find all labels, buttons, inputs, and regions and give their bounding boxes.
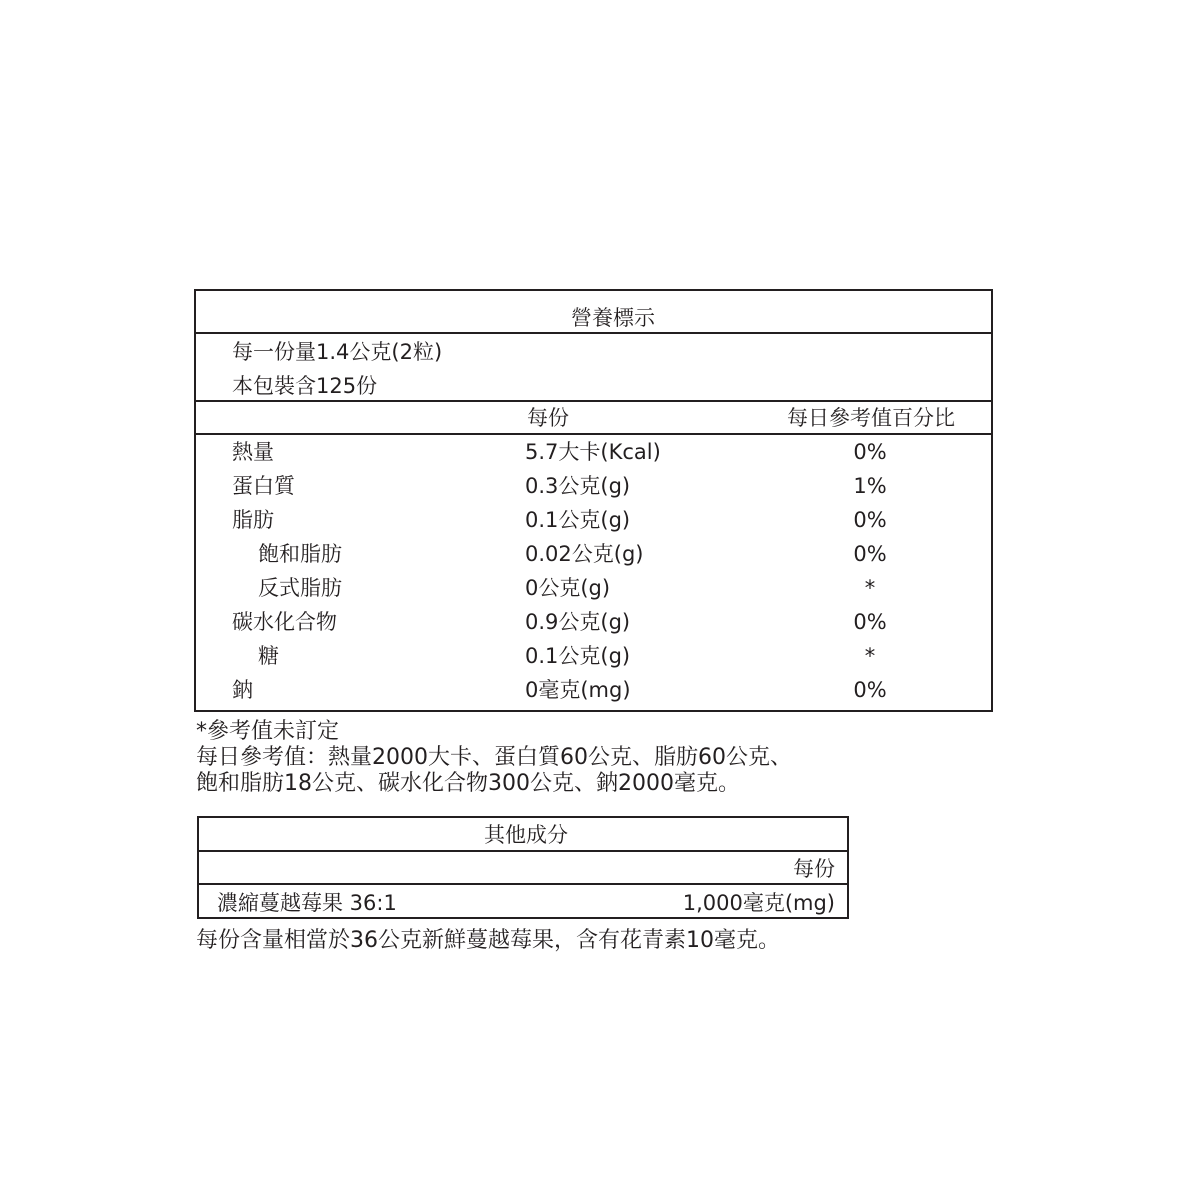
nutrient-value: 0.1公克(g) xyxy=(525,644,631,668)
divider xyxy=(199,850,847,852)
note-daily-reference-cont: 飽和脂肪18公克、碳水化合物300公克、鈉2000毫克。 xyxy=(196,771,740,796)
nutrient-name: 糖 xyxy=(258,644,279,668)
nutrition-facts-table xyxy=(194,289,993,712)
nutrient-percent: 1% xyxy=(853,474,887,498)
nutrient-name: 飽和脂肪 xyxy=(258,542,342,566)
ingredients-column-per-serving: 每份 xyxy=(793,857,835,881)
divider xyxy=(199,883,847,885)
other-ingredients-table xyxy=(197,816,849,919)
ingredient-name: 濃縮蔓越莓果 36:1 xyxy=(217,891,397,915)
nutrient-value: 0公克(g) xyxy=(525,576,611,600)
column-header-per-serving: 每份 xyxy=(527,406,569,430)
footer-note: 每份含量相當於36公克新鮮蔓越莓果，含有花青素10毫克。 xyxy=(196,928,780,953)
nutrient-value: 0毫克(mg) xyxy=(525,678,631,702)
nutrient-percent: 0% xyxy=(853,610,887,634)
nutrient-name: 鈉 xyxy=(232,678,253,702)
nutrient-value: 0.9公克(g) xyxy=(525,610,631,634)
serving-size: 每一份量1.4公克(2粒) xyxy=(232,340,443,364)
servings-per-package: 本包裝含125份 xyxy=(232,374,378,398)
divider xyxy=(196,400,991,402)
nutrient-name: 脂肪 xyxy=(232,508,274,532)
nutrient-percent: 0% xyxy=(853,678,887,702)
nutrition-title: 營養標示 xyxy=(571,306,655,330)
divider xyxy=(196,433,991,435)
nutrient-value: 0.02公克(g) xyxy=(525,542,644,566)
nutrient-value: 0.3公克(g) xyxy=(525,474,631,498)
note-daily-reference: 每日參考值：熱量2000大卡、蛋白質60公克、脂肪60公克、 xyxy=(196,745,792,770)
nutrient-percent: 0% xyxy=(853,542,887,566)
divider xyxy=(196,332,991,334)
nutrient-name: 反式脂肪 xyxy=(258,576,342,600)
nutrient-value: 0.1公克(g) xyxy=(525,508,631,532)
nutrient-name: 碳水化合物 xyxy=(232,610,337,634)
note-reference-undefined: *參考值未訂定 xyxy=(196,719,340,744)
ingredients-title: 其他成分 xyxy=(484,823,568,847)
nutrient-value: 5.7大卡(Kcal) xyxy=(525,440,661,464)
nutrient-name: 熱量 xyxy=(232,440,274,464)
nutrient-percent: * xyxy=(864,644,876,668)
ingredient-value: 1,000毫克(mg) xyxy=(682,891,835,915)
nutrient-percent: * xyxy=(864,576,876,600)
nutrient-percent: 0% xyxy=(853,508,887,532)
column-header-daily-percent: 每日參考值百分比 xyxy=(787,406,955,430)
nutrient-percent: 0% xyxy=(853,440,887,464)
nutrient-name: 蛋白質 xyxy=(232,474,295,498)
